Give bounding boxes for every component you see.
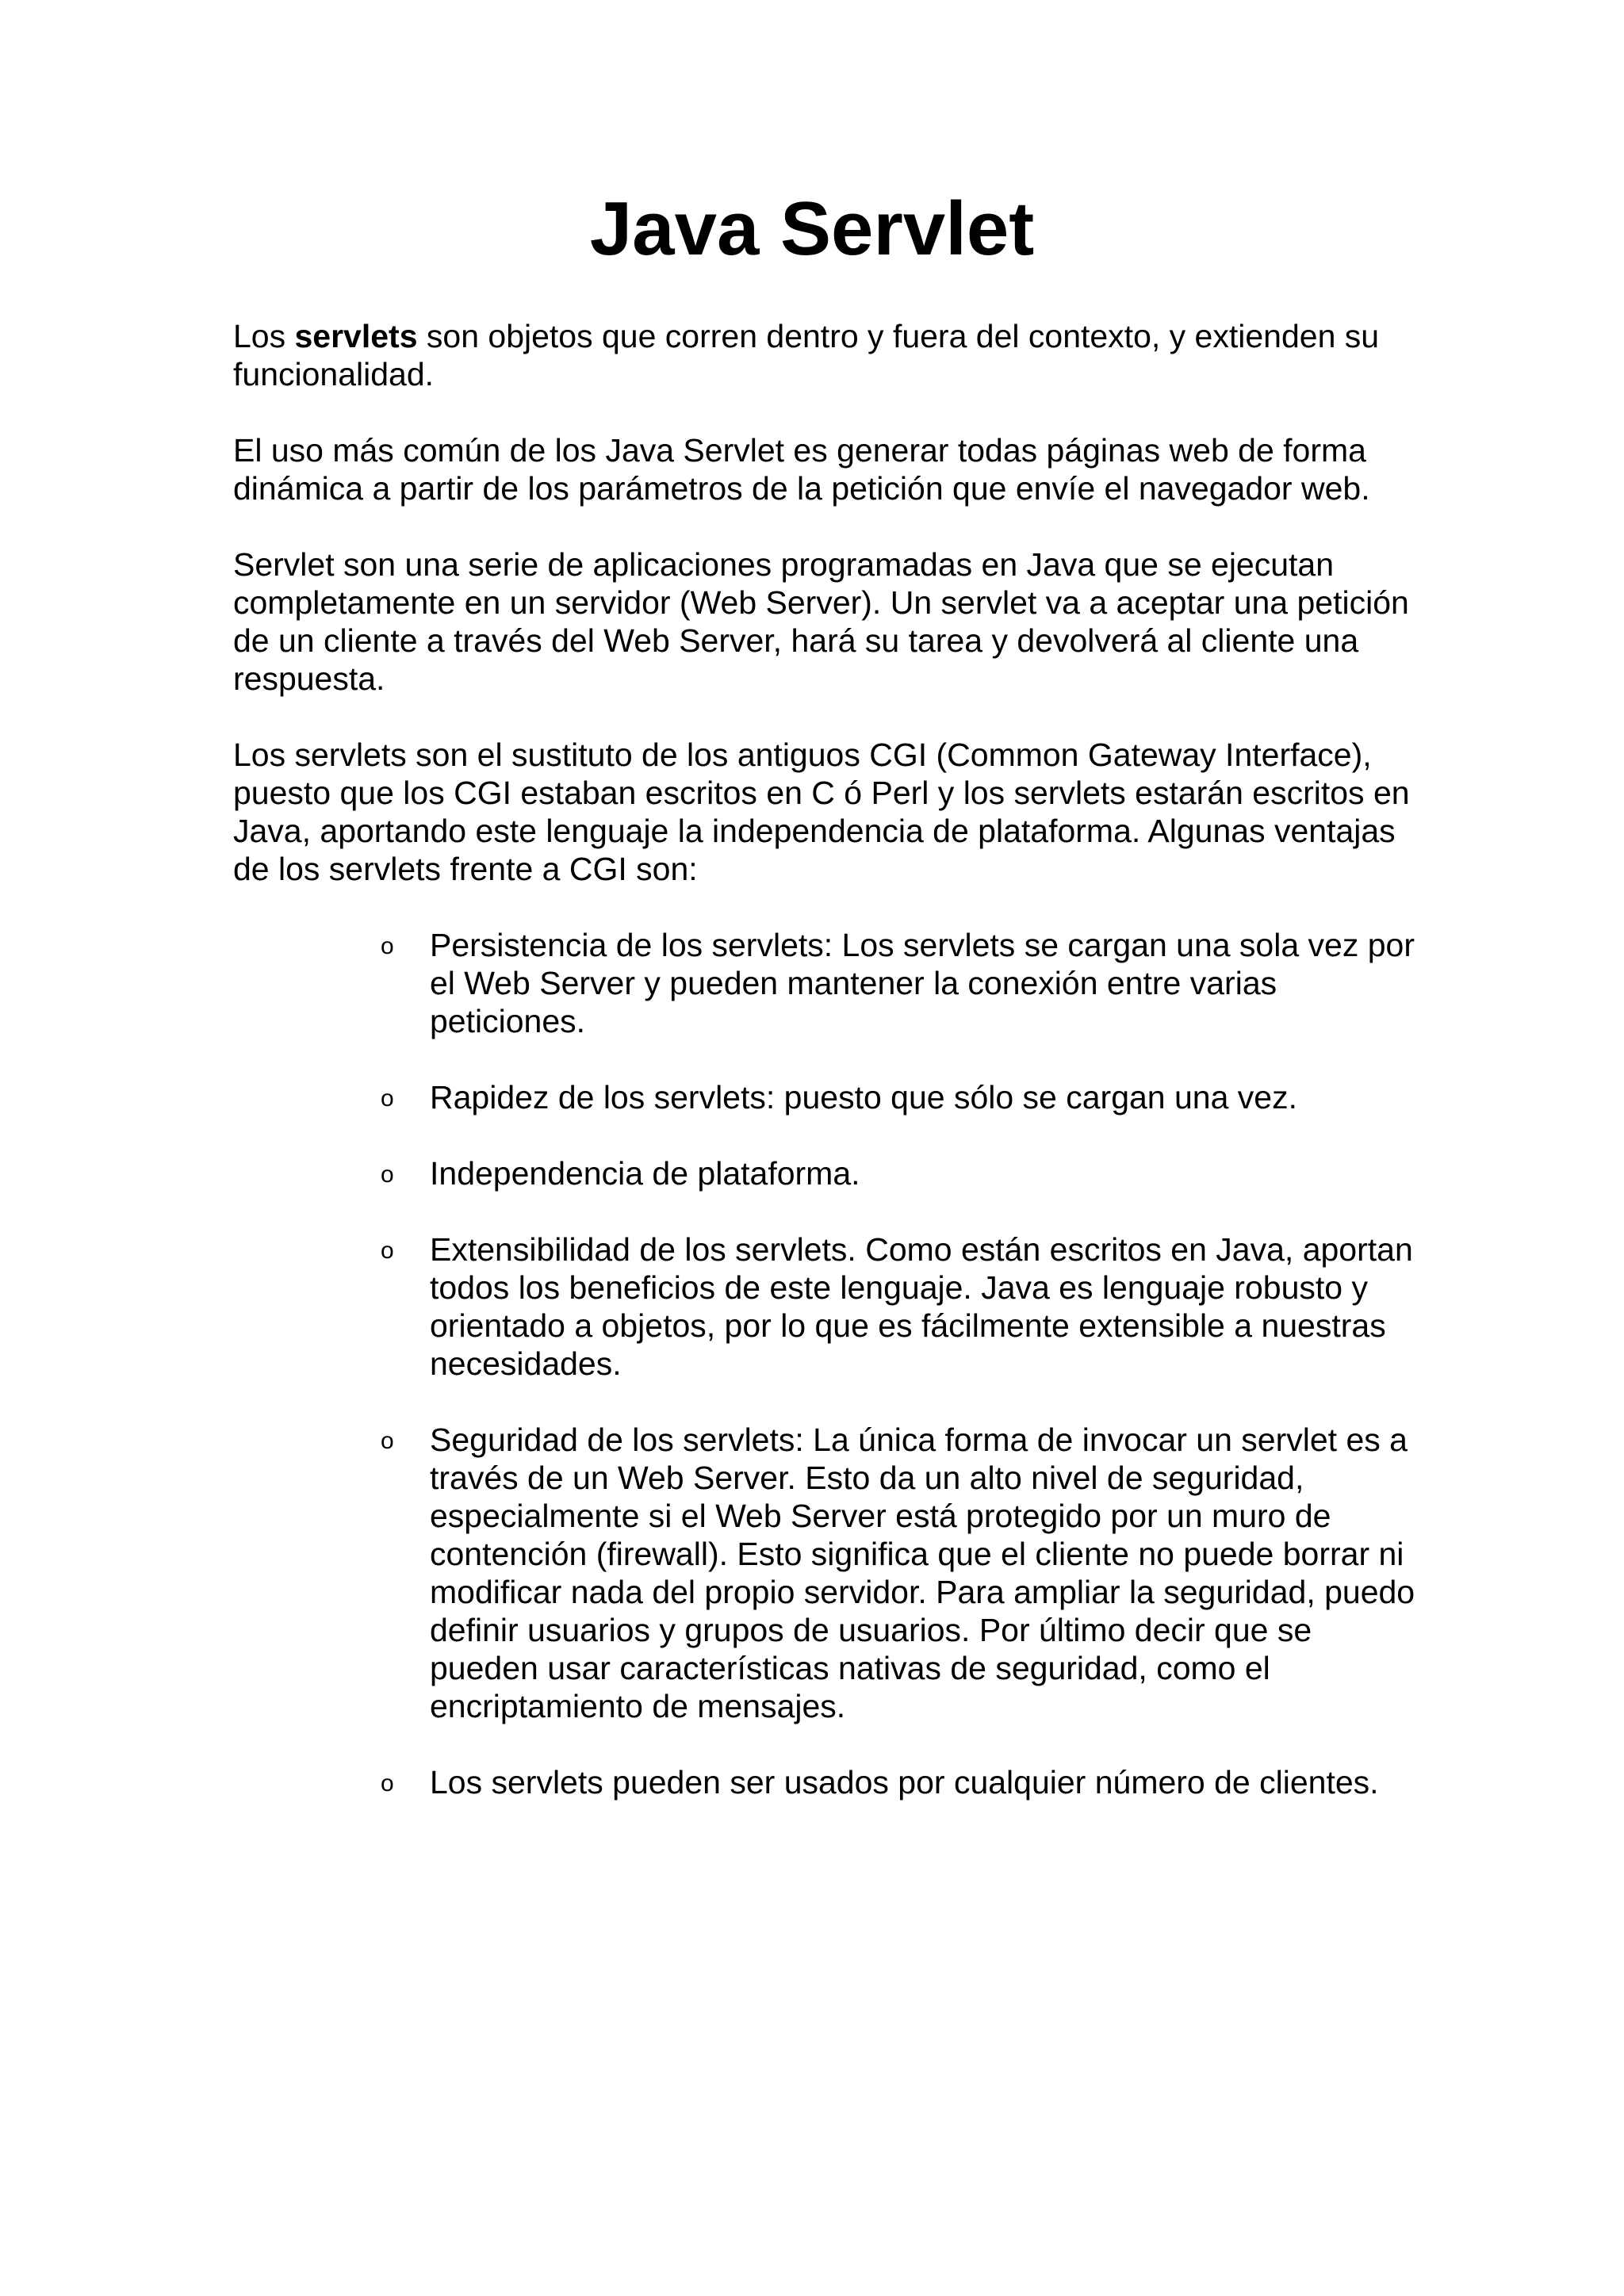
list-item bbox=[233, 1421, 1423, 1725]
bullet-marker-icon: o bbox=[381, 933, 394, 959]
paragraph-server-execution: Servlet son una serie de aplicaciones programadas en Java que se ejecutan completamente en un servidor (Web Server). Un servlet va a aceptar una petición de un cliente a través del Web Server, hará su tarea y devolverá al cliente una respuesta. bbox=[233, 546, 1409, 697]
intro-bold-term: servlets bbox=[294, 318, 418, 354]
bullet-marker-icon: o bbox=[381, 1770, 394, 1797]
advantages-list bbox=[233, 926, 1423, 1801]
list-item bbox=[233, 1154, 1423, 1192]
list-item-text: Rapidez de los servlets: puesto que sólo se cargan una vez. bbox=[430, 1079, 1297, 1115]
list-item-text: Extensibilidad de los servlets. Como están escritos en Java, aportan todos los beneficios de este lenguaje. Java es lenguaje robusto y orientado a objetos, por lo que es fácilmente extensible a nuestras necesidades. bbox=[430, 1231, 1413, 1382]
intro-paragraph bbox=[233, 317, 1423, 393]
intro-prefix: Los bbox=[233, 318, 295, 354]
paragraph-cgi-comparison: Los servlets son el sustituto de los antiguos CGI (Common Gateway Interface), puesto que los CGI estaban escritos en C ó Perl y los servlets estarán escritos en Java, aportando este lenguaje la independencia de plataforma. Algunas ventajas de los servlets frente a CGI son: bbox=[233, 737, 1410, 887]
document-body bbox=[233, 317, 1423, 1839]
list-item bbox=[233, 1230, 1423, 1383]
list-item-text: Seguridad de los servlets: La única forma de invocar un servlet es a través de un Web Server. Esto da un alto nivel de seguridad, especialmente si el Web Server está protegido por un muro de contención (firewall). Esto significa que el cliente no puede borrar ni modificar nada del propio servidor. Para ampliar la seguridad, puedo definir usuarios y grupos de usuarios. Por último decir que se pueden usar características nativas de seguridad, como el encriptamiento de mensajes. bbox=[430, 1422, 1415, 1724]
paragraph-dynamic-pages: El uso más común de los Java Servlet es generar todas páginas web de forma dinámica a partir de los parámetros de la petición que envíe el navegador web. bbox=[233, 432, 1370, 507]
bullet-marker-icon: o bbox=[381, 1085, 394, 1112]
bullet-marker-icon: o bbox=[381, 1428, 394, 1454]
bullet-marker-icon: o bbox=[381, 1161, 394, 1188]
list-item-text: Los servlets pueden ser usados por cualquier número de clientes. bbox=[430, 1764, 1379, 1800]
bullet-marker-icon: o bbox=[381, 1238, 394, 1264]
list-item-text: Independencia de plataforma. bbox=[430, 1155, 860, 1192]
list-item bbox=[233, 1763, 1423, 1801]
list-item-text: Persistencia de los servlets: Los servlets se cargan una sola vez por el Web Server y pueden mantener la conexión entre varias peticiones. bbox=[430, 927, 1415, 1039]
page-title: Java Servlet bbox=[589, 186, 1035, 271]
list-item bbox=[233, 1078, 1423, 1116]
intro-suffix: son objetos que corren dentro y fuera del contexto, y extienden su funcionalidad. bbox=[233, 318, 1380, 392]
list-item bbox=[233, 926, 1423, 1040]
